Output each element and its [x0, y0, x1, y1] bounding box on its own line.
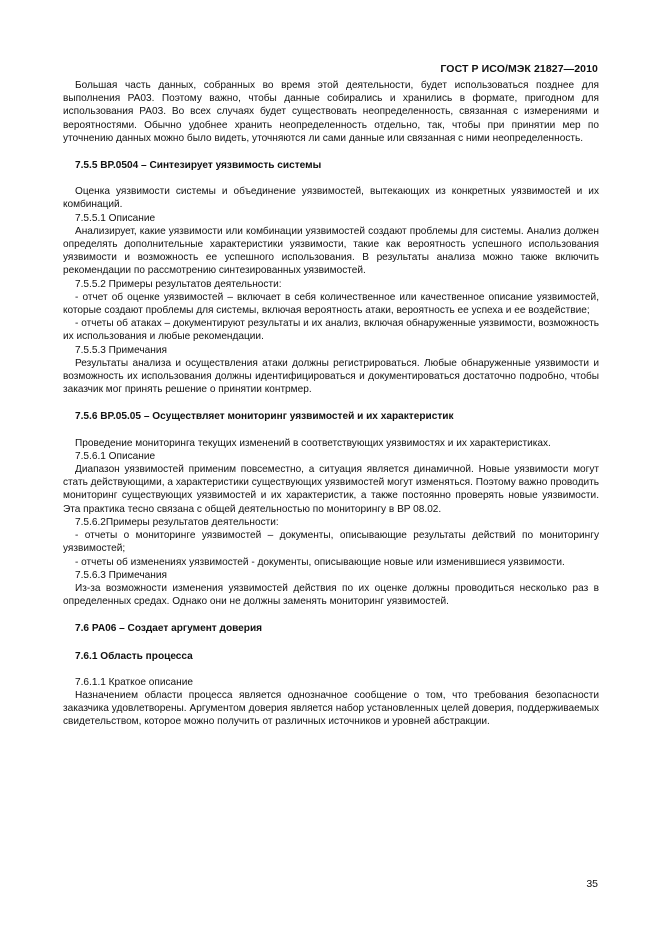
list-item: - отчеты о мониторинге уязвимостей – документы, описывающие результаты действий по мониторингу уязвимостей; — [63, 530, 599, 555]
paragraph: Большая часть данных, собранных во время этой деятельности, будет использоваться позднее для выполнения PA03. Поэтому важно, чтобы данные собирались и хранились в формате, пригодном для использования PA03. Во всех случаях будет существовать неопределенность, связанная с измерениями и вероятностями. Обычно удобнее хранить неопределенность отдельно, так, чтобы при принятии мер по уточнению данных можно было видеть, уточняются ли сами данные или связанная с ними неопределенность. — [63, 80, 599, 144]
subsection-label: 7.5.6.3 Примечания — [75, 569, 167, 581]
paragraph: Из-за возможности изменения уязвимостей действия по их оценке должны проводиться несколько раз в определенных средах. Однако они не должны заменять мониторинг уязвимостей. — [63, 582, 599, 608]
list-item: - отчет об оценке уязвимостей – включает в себя количественное или качественное описание уязвимостей, которые создают проблемы для системы, включая вероятность атаки, вероятность ее успеха и ее воздействие; — [63, 291, 599, 317]
section-heading-7-5-6: 7.5.6 BP.05.05 – Осуществляет мониторинг уязвимостей и их характеристик — [75, 411, 454, 423]
subsection-label: 7.5.5.2 Примеры результатов деятельности: — [75, 278, 282, 290]
subsection-label: 7.5.6.1 Описание — [75, 450, 156, 462]
list-item: - отчеты об изменениях уязвимостей - документы, описывающие новые или изменившиеся уязвимости. — [75, 556, 565, 568]
document-header-standard-id: ГОСТ Р ИСО/МЭК 21827—2010 — [440, 63, 598, 75]
subsection-label: 7.5.6.2Примеры результатов деятельности: — [75, 516, 279, 528]
subsection-label: 7.5.5.3 Примечания — [75, 344, 167, 356]
section-heading-7-5-5: 7.5.5 BP.0504 – Синтезирует уязвимость системы — [75, 160, 322, 172]
subsection-label: 7.6.1.1 Краткое описание — [75, 676, 193, 688]
paragraph: Оценка уязвимости системы и объединение уязвимостей, вытекающих из конкретных уязвимостей и их комбинаций. — [63, 186, 599, 211]
paragraph: Диапазон уязвимостей применим повсеместно, а ситуация является динамичной. Новые уязвимости могут стать действующими, а характеристики существующих уязвимостей могут изменяться. Поэтому важно проводить мониторинг существующих уязвимостей и их характеристик, а также постоянно проверять новые уязвимости. Эта практика тесно связана с общей деятельностью по мониторингу в BP 08.02. — [63, 464, 599, 515]
subsection-label: 7.5.5.1 Описание — [75, 212, 156, 224]
paragraph: Результаты анализа и осуществления атаки должны регистрироваться. Любые обнаруженные уязвимости и возможность их использования должны идентифицироваться и документироваться достаточно подробно, чтобы заказчик мог принять решение о принятии контрмер. — [63, 357, 599, 396]
section-heading-7-6-1: 7.6.1 Область процесса — [75, 650, 193, 662]
paragraph: Анализирует, какие уязвимости или комбинации уязвимостей создают проблемы для системы. Анализ должен определять дополнительные характеристики уязвимости, такие как вероятность успешного использования уязвимости и возможность ее успешного использования. В результаты анализа можно также включить рекомендации по рассмотрению синтезированных уязвимостей. — [63, 225, 599, 277]
paragraph: Назначением области процесса является однозначное сообщение о том, что требования безопасности заказчика удовлетворены. Аргументом доверия является набор установленных целей доверия, поддерживаемых свидетельством, которое можно получить от различных источников и уровней абстракции. — [63, 689, 599, 728]
list-item: - отчеты об атаках – документируют результаты и их анализ, включая обнаруженные уязвимости, возможность их использования и любые рекомендации. — [63, 318, 599, 343]
document-body — [63, 79, 599, 729]
section-heading-7-6: 7.6 PA06 – Создает аргумент доверия — [75, 623, 263, 635]
paragraph: Проведение мониторинга текущих изменений в соответствующих уязвимостях и их характеристиках. — [75, 437, 551, 449]
page-number: 35 — [586, 878, 598, 890]
